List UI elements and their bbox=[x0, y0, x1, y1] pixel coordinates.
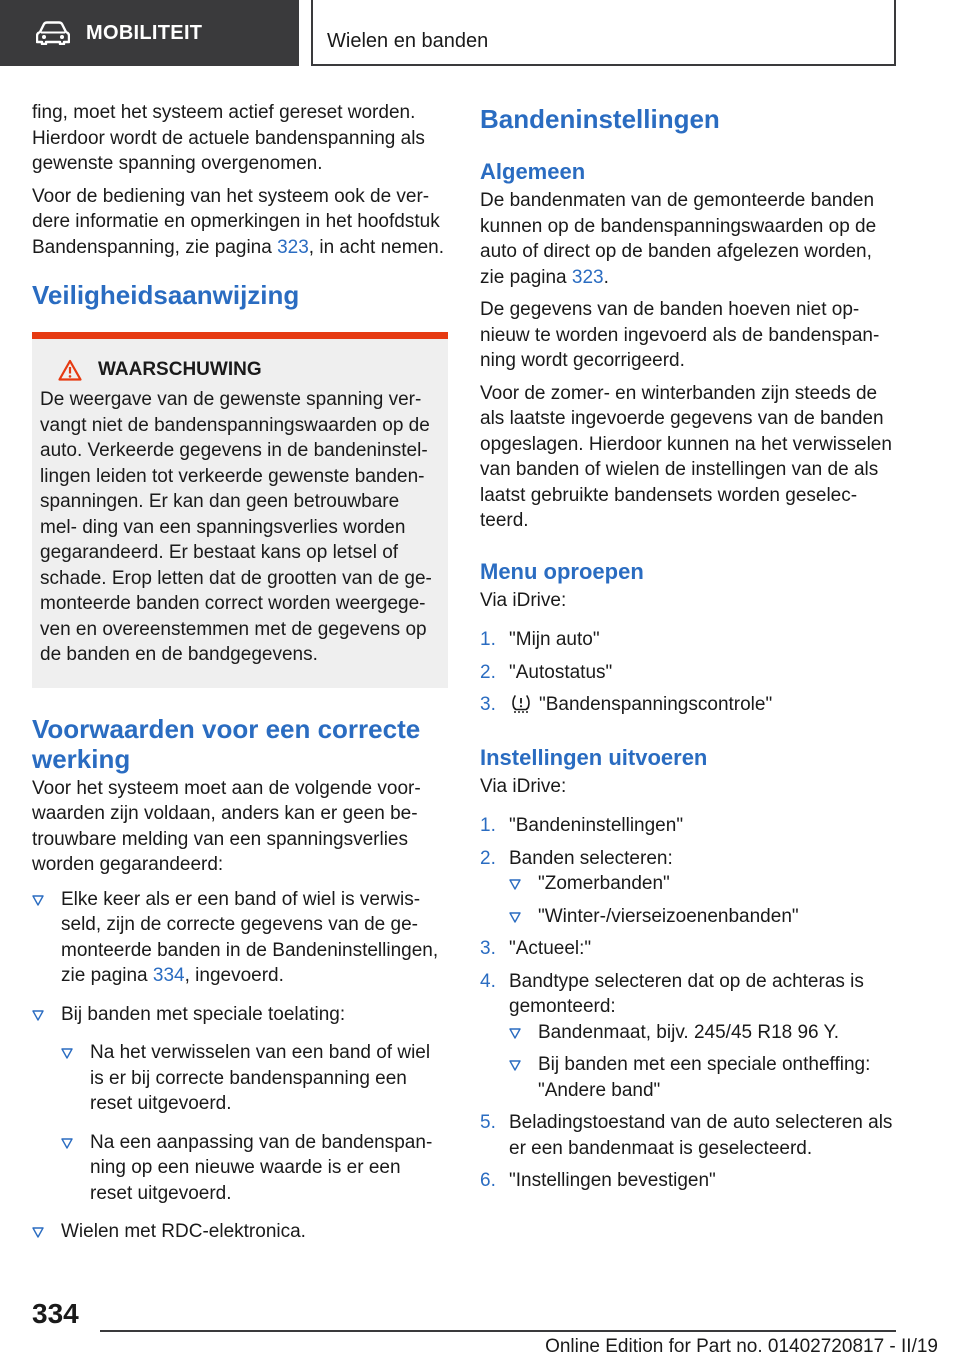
chapter-tab bbox=[311, 0, 896, 66]
list-item: 2. "Autostatus" bbox=[480, 661, 613, 683]
list-item: Elke keer als er een band of wiel is verwis- seld, zijn de correcte gegevens van de ge- monteerde banden in de Bandeninstellingen, zie pagina 334, ingevoerd. bbox=[32, 887, 448, 989]
sub-list bbox=[509, 871, 896, 929]
settings-steps bbox=[480, 813, 896, 1194]
bullet-triangle-icon bbox=[509, 1028, 521, 1039]
warning-title: WAARSCHUWING bbox=[98, 359, 262, 380]
general-paragraph-1: De bandenmaten van de gemonteerde banden kunnen op de bandenspanningswaarden op de auto of direct op de banden afgelezen worden, zie pagina 323. bbox=[480, 190, 877, 288]
safety-heading: Veiligheidsaanwijzing bbox=[32, 280, 300, 310]
conditions-list bbox=[32, 887, 448, 1245]
list-item: 4. Bandtype selecteren dat op de achteras is gemonteerd: Bandenmaat, bijv. 245/45 R18 96 Y. Bij banden met een speciale ontheffing: "Andere band" bbox=[480, 969, 896, 1104]
warning-header bbox=[58, 359, 440, 381]
list-item: 1. "Mijn auto" bbox=[480, 629, 600, 650]
settings-heading: Instellingen uitvoeren bbox=[480, 744, 708, 770]
list-item: "Winter-/vierseizoenenbanden" bbox=[509, 904, 896, 930]
bullet-triangle-icon bbox=[61, 1138, 73, 1149]
general-heading: Algemeen bbox=[480, 159, 586, 184]
list-item: 1. "Bandeninstellingen" bbox=[480, 815, 684, 836]
bullet-triangle-icon bbox=[509, 879, 521, 890]
list-item: 5. Beladingstoestand van de auto selecteren als er een bandenmaat is geselecteerd. bbox=[480, 1112, 893, 1159]
sub-list bbox=[61, 1040, 448, 1206]
tire-settings-heading: Bandeninstellingen bbox=[480, 104, 720, 134]
bullet-triangle-icon bbox=[61, 1048, 73, 1059]
page-link-334[interactable]: 334 bbox=[152, 965, 185, 986]
intro-paragraph-2: Voor de bediening van het systeem ook de ver- dere informatie en opmerkingen in het hoofdstuk Bandenspanning, zie pagina 323, in acht nemen. bbox=[32, 185, 444, 258]
menu-heading: Menu oproepen bbox=[480, 558, 644, 584]
list-item: Na een aanpassing van de bandenspan- ning op een nieuwe waarde is er een reset uitgevoerd. bbox=[61, 1130, 448, 1207]
menu-via: Via iDrive: bbox=[480, 589, 567, 611]
list-item: Na het verwisselen van een band of wiel is er bij correcte bandenspanning een reset uitgevoerd. bbox=[61, 1040, 448, 1117]
menu-steps bbox=[480, 627, 896, 718]
page-number: 334 bbox=[32, 1298, 79, 1329]
list-item: Bij banden met speciale toelating: Na het verwisselen van een band of wiel is er bij correcte bandenspanning een reset uitgevoerd. Na een aanpassing van de bandenspan- ning op een nieuwe waarde is er een reset uitgevoerd. bbox=[32, 1002, 448, 1207]
general-paragraph-2: De gegevens van de banden hoeven niet op- nieuw te worden ingevoerd als de bandenspan- ning wordt gecorrigeerd. bbox=[480, 299, 880, 371]
list-item: 3. "Bandenspanningscontrole" bbox=[480, 694, 773, 715]
list-item: 6. "Instellingen bevestigen" bbox=[480, 1170, 716, 1191]
footer-divider bbox=[100, 1330, 896, 1332]
chapter-title: Wielen en banden bbox=[327, 30, 489, 52]
right-column bbox=[480, 100, 896, 1201]
settings-via: Via iDrive: bbox=[480, 775, 567, 797]
general-paragraph-3: Voor de zomer- en winterbanden zijn steeds de als laatste ingevoerde gegevens van de banden opgeslagen. Hierdoor kunnen na het verwisselen van banden of wielen de instellingen van de als laatst gebruikte bandensets worden geselec- teerd. bbox=[480, 382, 892, 531]
sub-list bbox=[509, 1020, 896, 1104]
conditions-text: Voor het systeem moet aan de volgende voor- waarden zijn voldaan, anders kan er geen be- trouwbare melding van een spanningsverlies worden gegarandeerd: bbox=[32, 777, 421, 875]
list-item: Bandenmaat, bijv. 245/45 R18 96 Y. bbox=[509, 1020, 896, 1046]
bullet-triangle-icon bbox=[32, 1227, 44, 1238]
edition-note: Online Edition for Part no. 01402720817 - II/19 bbox=[545, 1336, 938, 1357]
list-item: Bij banden met een speciale ontheffing: "Andere band" bbox=[509, 1052, 896, 1103]
left-column bbox=[32, 100, 448, 1252]
warning-box bbox=[32, 332, 448, 688]
bullet-triangle-icon bbox=[32, 895, 44, 906]
page-link-323[interactable]: 323 bbox=[571, 266, 604, 288]
list-item: 3. "Actueel:" bbox=[480, 938, 592, 959]
intro-paragraph: fing, moet het systeem actief gereset worden. Hierdoor wordt de actuele bandenspanning als gewenste spanning overgenomen. bbox=[32, 102, 425, 174]
warning-text: De weergave van de gewenste spanning ver- vangt niet de bandenspanningswaarden op de auto. Verkeerde gegevens in de bandeninstel- lingen leiden tot verkeerde gewenste banden- spanningen. Er kan dan geen betrouwbare mel- ding van een spanningsverlies worden gegarandeerd. Er bestaat kans op letsel of schade. Erop letten dat de grootten van de ge- monteerde banden correct worden weergege- ven en overeenstemmen met de gegevens op de banden en de bandgegevens. bbox=[40, 389, 432, 665]
bullet-triangle-icon bbox=[509, 1060, 521, 1071]
warning-triangle-icon bbox=[58, 359, 82, 381]
page-link-323[interactable]: 323 bbox=[277, 236, 309, 258]
list-item: Wielen met RDC-elektronica. bbox=[32, 1219, 448, 1245]
tyre-pressure-icon bbox=[509, 692, 533, 714]
page-header bbox=[0, 0, 960, 66]
section-tab bbox=[0, 0, 299, 66]
car-icon bbox=[36, 21, 70, 45]
section-title: MOBILITEIT bbox=[86, 21, 203, 44]
bullet-triangle-icon bbox=[509, 912, 521, 923]
list-item: 2. Banden selecteren: "Zomerbanden" "Winter-/vierseizoenenbanden" bbox=[480, 846, 896, 930]
bullet-triangle-icon bbox=[32, 1010, 44, 1021]
conditions-heading: Voorwaarden voor een correcte werking bbox=[32, 713, 421, 774]
list-item: "Zomerbanden" bbox=[509, 871, 896, 897]
